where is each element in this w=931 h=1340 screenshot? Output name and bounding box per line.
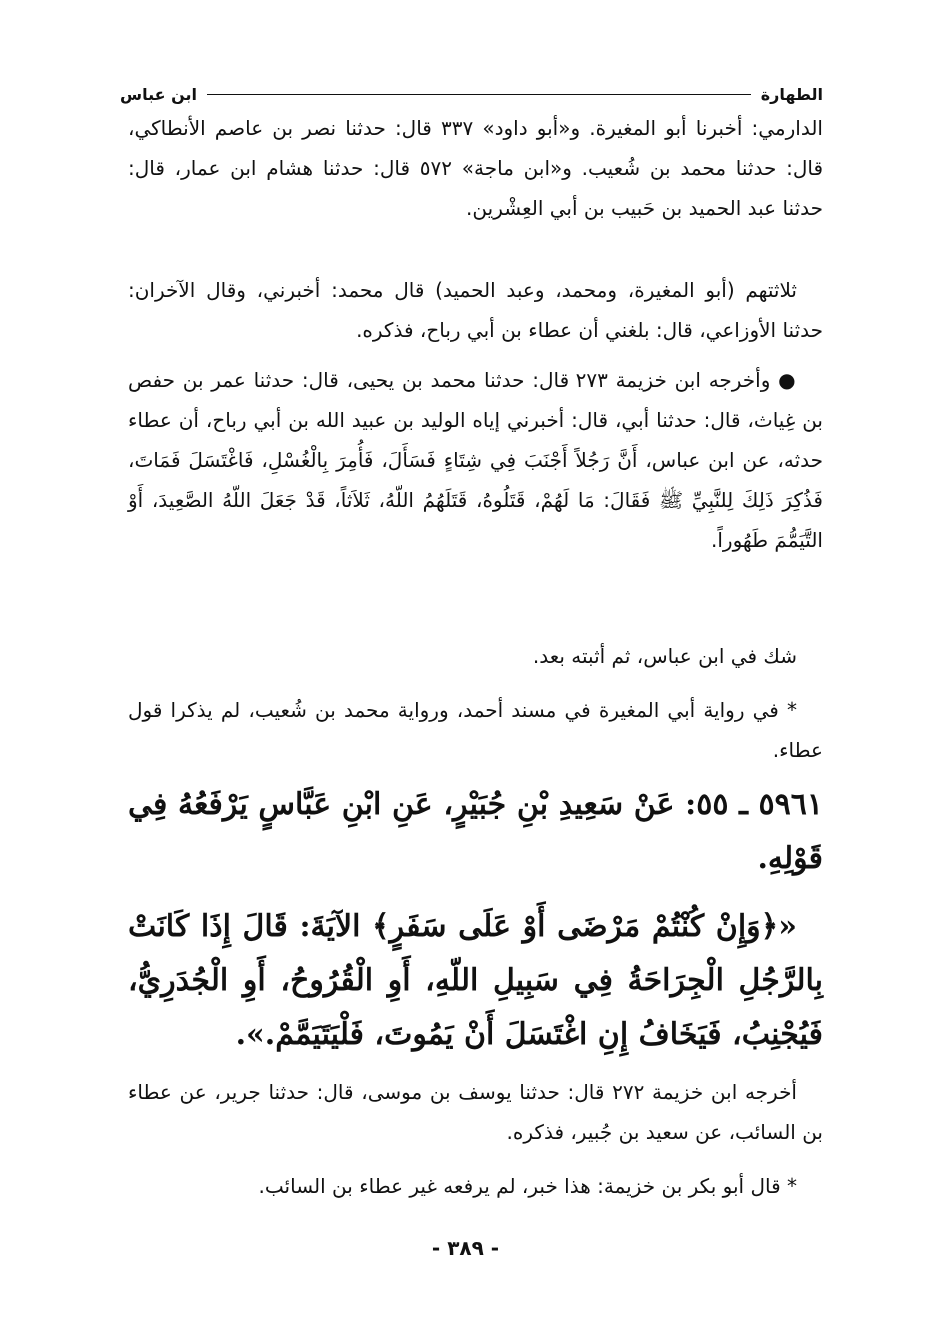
- narrators-paragraph: ثلاثتهم (أبو المغيرة، ومحمد، وعبد الحميد) قال محمد: أخبرني، وقال الآخران: حدثنا الأوزاعي، قال: بلغني أن عطاء بن أبي رباح، فذكره.: [128, 278, 823, 342]
- hadith-heading: ٥٩٦١ ـ ٥٥: عَنْ سَعِيدِ بْنِ جُبَيْرٍ، عَنِ ابْنِ عَبَّاسٍ يَرْفَعُهُ فِي قَوْلِهِ.: [128, 787, 823, 876]
- source-citation-paragraph: الدارمي: أخبرنا أبو المغيرة. و«أبو داود» ٣٣٧ قال: حدثنا نصر بن عاصم الأنطاكي، قال: حدثنا محمد بن شُعيب. و«ابن ماجة» ٥٧٢ قال: حدثنا هشام ابن عمار، قال: حدثنا عبد الحميد بن حَبيب بن أبي العِشْرين.: [128, 116, 824, 220]
- closing-note: * قال أبو بكر بن خزيمة: هذا خبر، لم يرفعه غير عطاء بن السائب.: [258, 1174, 797, 1198]
- chapter-title: الطهارة: [760, 84, 823, 104]
- hadith-text: «﴿وَإِنْ كُنْتُمْ مَرْضَى أَوْ عَلَى سَفَرٍ﴾ الآيَةَ: قَالَ إِذَا كَانَتْ بِالرَّجُلِ الْجِرَاحَةُ فِي سَبِيلِ اللّهِ، أَوِ الْقُرُوحُ، أَوِ الْجُدَرِيُّ، فَيُجْنِبُ، فَيَخَافُ إِنِ اغْتَسَلَ أَنْ يَمُوتَ، فَلْيَتَيَمَّمْ.».: [128, 909, 823, 1052]
- section-title: ابن عباس: [120, 84, 198, 104]
- doubt-note: شك في ابن عباس، ثم أثبته بعد.: [532, 644, 797, 668]
- takhrij-paragraph: أخرجه ابن خزيمة ٢٧٢ قال: حدثنا يوسف بن موسى، قال: حدثنا جرير، عن عطاء بن السائب، عن سعيد بن جُبير، فذكره.: [128, 1080, 823, 1144]
- ibn-khuzaymah-paragraph: ● وأخرجه ابن خزيمة ٢٧٣ قال: حدثنا محمد بن يحيى، قال: حدثنا عمر بن حفص بن غِياث، قال: حدثنا أبي، قال: أخبرني إياه الوليد بن عبيد الله بن أبي رباح، أن عطاء حدثه، عن ابن عباس، أَنَّ رَجُلاً أَجْنَبَ فِي شِتَاءٍ فَسَأَلَ، فَأُمِرَ بِالْغُسْلِ، فَاغْتَسَلَ فَمَاتَ، فَذُكِرَ ذَلِكَ لِلنَّبِيِّ ﷺ فَقَالَ: مَا لَهُمْ، قَتَلُوهُ، قَتَلَهُمُ اللّهُ، ثَلاَثاً، قَدْ جَعَلَ اللّهُ الصَّعِيدَ، أَوْ التَّيَمُّمَ طَهُوراً.: [128, 368, 823, 552]
- header-rule: [207, 94, 751, 95]
- variant-note: * في رواية أبي المغيرة في مسند أحمد، ورواية محمد بن شُعيب، لم يذكرا قول عطاء.: [128, 698, 823, 762]
- running-header: [120, 80, 823, 108]
- page-number: - ٣٨٩ -: [431, 1236, 500, 1260]
